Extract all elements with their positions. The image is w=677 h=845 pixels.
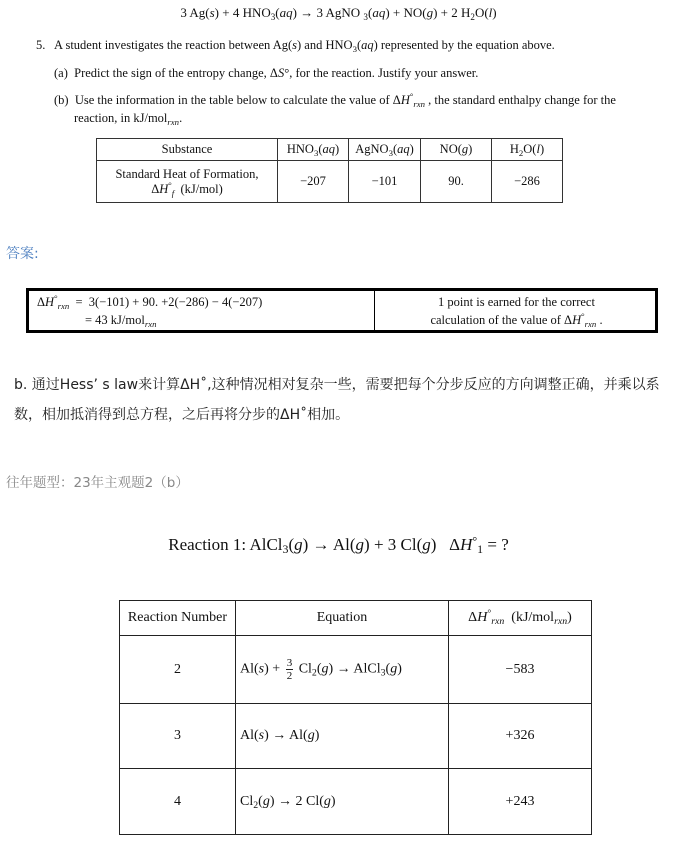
row-dh: −583 bbox=[449, 636, 592, 704]
table-row bbox=[120, 704, 592, 769]
row-equation: $Cl_2(g) \to 2$ Cl(g) bbox=[236, 769, 449, 835]
answer-calc-line2: = 43 kJ/mol$_{rxn}$ bbox=[85, 313, 157, 329]
th-dh: $\Delta H^\circ_{rxn}$ (kJ/mol$_{rxn}$) bbox=[449, 601, 592, 636]
th-no: NO(g) bbox=[421, 139, 492, 161]
past-exam-label: 往年题型：23年主观题2（b） bbox=[6, 475, 189, 491]
val-h2o: −286 bbox=[492, 161, 563, 203]
answer-label: 答案: bbox=[6, 246, 39, 262]
table-row bbox=[120, 636, 592, 704]
val-agno3: −101 bbox=[349, 161, 421, 203]
row-dh: +243 bbox=[449, 769, 592, 835]
th-substance: Substance bbox=[97, 139, 278, 161]
answer-point-line1: 1 point is earned for the correct bbox=[438, 295, 595, 309]
question-number: 5. bbox=[36, 38, 46, 52]
row-label: Standard Heat of Formation, $\Delta H^\circ_f$ (kJ/mol) bbox=[97, 161, 278, 203]
question-part-a: (a) Predict the sign of the entropy change, ΔS°, for the reaction. Justify your answer. bbox=[54, 66, 479, 80]
answer-calc-line1: $\Delta H^\circ_{rxn} = 3(-101) + 90$. +2(−286) − 4(−207) bbox=[37, 293, 263, 311]
answer-box bbox=[26, 288, 658, 333]
top-equation: 3 Ag(s) + 4 $HNO_3(aq) \to 3$ AgNO $_3$(aq) + NO(g) + 2 $H_2O(l)$ bbox=[180, 5, 497, 22]
question-part-b: (b) Use the information in the table below to calculate the value of $\Delta H^\circ_{rxn}$ , the standard enthalpy change for the bbox=[54, 91, 616, 109]
formation-table bbox=[96, 138, 563, 203]
row-equation: Al(s) + $\frac{3}{2}$ $Cl_2(g)$ → AlCl$_3$(g) bbox=[236, 636, 449, 704]
th-reaction-number: Reaction Number bbox=[120, 601, 236, 636]
th-agno3: AgNO$_3$(aq) bbox=[349, 139, 421, 161]
th-hno3: $HNO_3(aq)$ bbox=[278, 139, 349, 161]
reaction-1-equation: Reaction 1: AlCl$_3$(g) → Al(g) + 3 Cl(g) $\Delta H^\circ_1$ = ? bbox=[168, 534, 509, 556]
th-equation: Equation bbox=[236, 601, 449, 636]
explanation-paragraph: b. 通过Hess’ s law来计算ΔH˚,这种情况相对复杂一些，需要把每个分步反应的方向调整正确，并乘以系数，相加抵消得到总方程，之后再将分步的ΔH˚相加。 bbox=[14, 377, 660, 423]
fraction: $\frac{3}{2}$ bbox=[286, 657, 293, 682]
val-no: 90. bbox=[421, 161, 492, 203]
row-number: 3 bbox=[120, 704, 236, 769]
table-row bbox=[120, 769, 592, 835]
question-part-b-cont: reaction, in kJ/mol$_{rxn}$. bbox=[74, 111, 183, 127]
answer-point-line2: calculation of the value of $\Delta H^\circ_{rxn}$ . bbox=[430, 311, 603, 329]
val-hno3: −207 bbox=[278, 161, 349, 203]
row-number: 2 bbox=[120, 636, 236, 704]
row-number: 4 bbox=[120, 769, 236, 835]
question-text: A student investigates the reaction between Ag(s) and $HNO_3(aq)$ represented by the equation above. bbox=[54, 38, 555, 54]
reaction-table bbox=[119, 600, 592, 835]
th-h2o: $H_2O(l)$ bbox=[492, 139, 563, 161]
row-equation: Al(s) → Al(g) bbox=[236, 704, 449, 769]
row-dh: +326 bbox=[449, 704, 592, 769]
